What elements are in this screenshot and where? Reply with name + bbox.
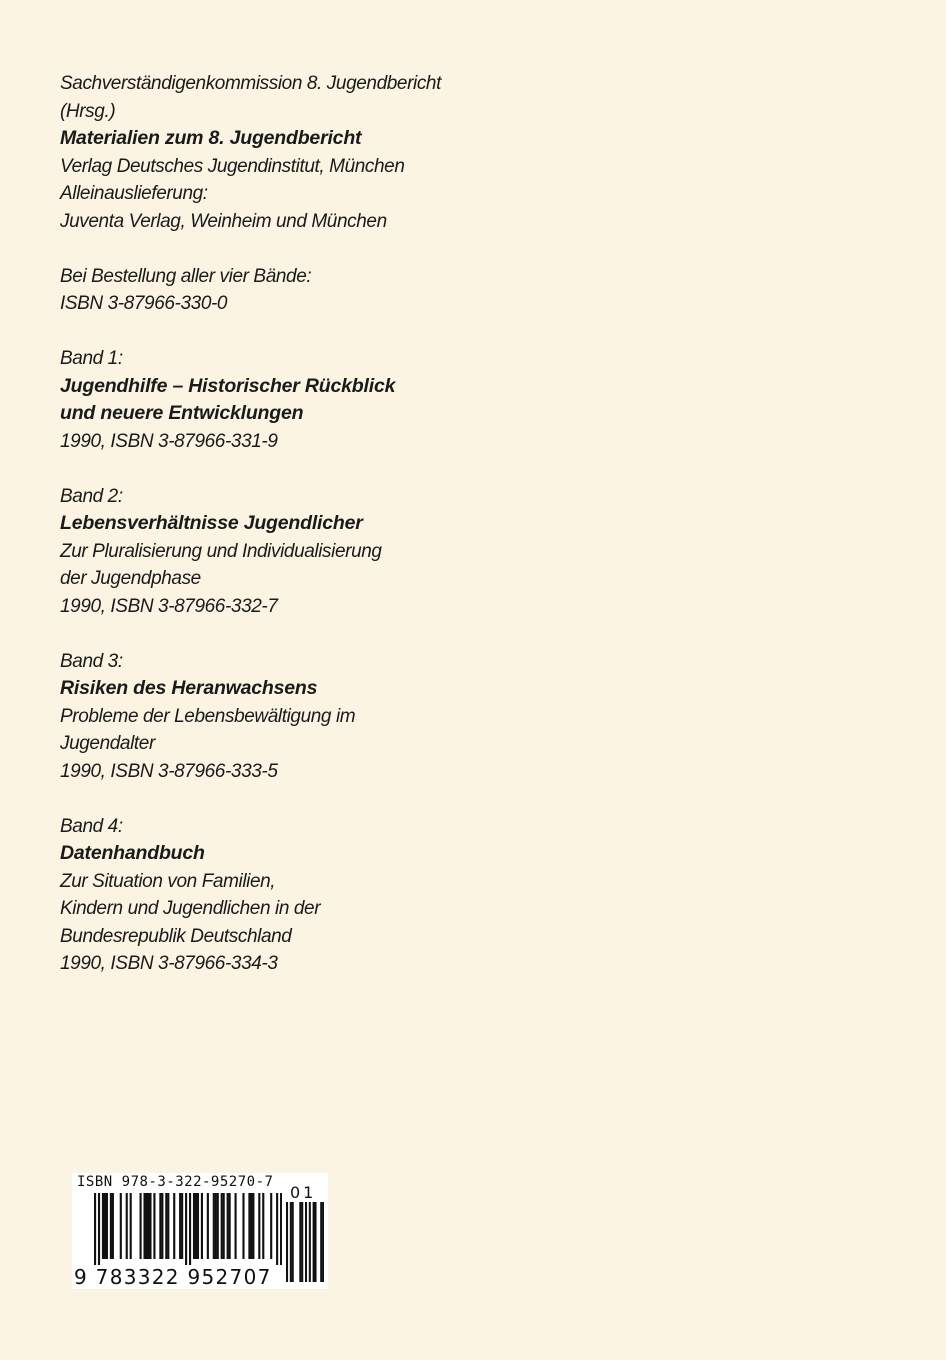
barcode-bar <box>102 1193 104 1259</box>
volume-title: Jugendhilfe – Historischer Rückblick <box>60 374 396 397</box>
barcode-bar <box>147 1193 149 1259</box>
volume-label: Band 3: <box>60 650 123 672</box>
barcode-bar <box>201 1193 203 1259</box>
barcode-bar <box>276 1193 278 1265</box>
barcode-bar <box>250 1193 252 1259</box>
barcode-bar <box>215 1193 217 1259</box>
barcode-bar <box>181 1193 183 1259</box>
barcode-bar <box>223 1193 225 1259</box>
barcode-bar <box>270 1193 272 1259</box>
volume-subtitle: Jugendalter <box>60 733 155 754</box>
barcode-addon-bars <box>286 1202 324 1282</box>
barcode-bar <box>221 1193 223 1259</box>
barcode-addon-bar <box>286 1202 288 1282</box>
publisher: Verlag Deutsches Jugendinstitut, München <box>60 155 405 177</box>
barcode-bar <box>130 1193 132 1259</box>
volume-subtitle: Bundesrepublik Deutschland <box>60 925 292 947</box>
barcode-bar <box>229 1193 231 1259</box>
back-cover-text <box>60 70 620 978</box>
barcode-bar <box>197 1193 199 1259</box>
barcode-bar <box>248 1193 250 1259</box>
barcode-digits: 9 783322 952707 <box>74 1265 272 1289</box>
barcode-bar <box>242 1193 244 1259</box>
barcode-addon-bar <box>299 1202 301 1282</box>
barcode-bar <box>213 1193 215 1259</box>
barcode-bar <box>161 1193 163 1259</box>
barcode-addon-bar <box>290 1202 292 1282</box>
barcode-bar <box>185 1193 187 1265</box>
volume-subtitle: Probleme der Lebensbewältigung im <box>60 705 356 727</box>
volume-title: und neuere Entwicklungen <box>60 402 304 424</box>
volume-title: Datenhandbuch <box>60 842 205 864</box>
barcode-bar <box>145 1193 147 1259</box>
distributor: Juventa Verlag, Weinheim und München <box>60 210 387 232</box>
barcode-bar <box>106 1193 108 1259</box>
volume-publication: 1990, ISBN 3-87966-334-3 <box>60 953 278 974</box>
volume-label: Band 4: <box>60 815 123 837</box>
barcode-bar <box>110 1193 112 1259</box>
barcode-addon-bar <box>322 1202 324 1282</box>
barcode-addon-bar <box>315 1202 317 1282</box>
barcode-addon-bar <box>309 1202 311 1282</box>
volume-subtitle: Kindern und Jugendlichen in der <box>60 898 321 919</box>
barcode-bar <box>120 1193 122 1259</box>
editor-role: (Hrsg.) <box>60 100 116 122</box>
volume-label: Band 2: <box>60 485 123 507</box>
barcode-bar <box>126 1193 128 1259</box>
barcode-bar <box>143 1193 145 1259</box>
volume-publication: 1990, ISBN 3-87966-333-5 <box>60 760 278 782</box>
volume-publication: 1990, ISBN 3-87966-331-9 <box>60 430 278 452</box>
barcode-bar <box>207 1193 209 1259</box>
barcode-addon-bar <box>292 1202 294 1282</box>
volume-label: Band 1: <box>60 348 123 369</box>
volume-publication: 1990, ISBN 3-87966-332-7 <box>60 595 278 617</box>
barcode-bar <box>193 1193 195 1259</box>
barcode-bar <box>195 1193 197 1259</box>
barcode-bar <box>159 1193 161 1259</box>
barcode-main-bars <box>94 1193 282 1265</box>
bundle-order-note: Bei Bestellung aller vier Bände: <box>60 265 312 287</box>
barcode-addon-bar <box>305 1202 307 1282</box>
series-title: Materialien zum 8. Jugendbericht <box>60 127 362 149</box>
volume-subtitle: Zur Pluralisierung und Individualisierung <box>60 540 382 562</box>
barcode-bar <box>258 1193 260 1259</box>
volume-title: Risiken des Heranwachsens <box>60 677 318 699</box>
barcode-bar <box>112 1193 114 1259</box>
barcode-bar <box>227 1193 229 1259</box>
barcode-bar <box>94 1193 96 1265</box>
barcode-isbn-text: ISBN 978-3-322-95270-7 <box>77 1174 274 1190</box>
volume-title: Lebensverhältnisse Jugendlicher <box>60 512 363 534</box>
barcode-addon-digits: 01 <box>290 1183 317 1202</box>
editor-line: Sachverständigenkommission 8. Jugendbericht <box>60 73 441 94</box>
barcode-bar <box>98 1193 100 1265</box>
barcode-bar <box>252 1193 254 1259</box>
barcode-bar <box>217 1193 219 1259</box>
barcode-addon-bar <box>301 1202 303 1282</box>
barcode <box>72 1173 328 1289</box>
barcode-bar <box>173 1193 175 1259</box>
barcode-bar <box>179 1193 181 1259</box>
barcode-bar <box>149 1193 151 1259</box>
barcode-addon-bar <box>320 1202 322 1282</box>
barcode-bar <box>153 1193 155 1259</box>
barcode-bar <box>167 1193 169 1259</box>
barcode-bar <box>140 1193 142 1259</box>
bundle-isbn: ISBN 3-87966-330-0 <box>60 293 228 314</box>
barcode-bar <box>104 1193 106 1259</box>
barcode-bar <box>262 1193 264 1259</box>
barcode-addon-bar <box>313 1202 315 1282</box>
barcode-bar <box>165 1193 167 1259</box>
barcode-bar <box>280 1193 282 1265</box>
barcode-bar <box>235 1193 237 1259</box>
barcode-bar <box>189 1193 191 1265</box>
volume-subtitle: Zur Situation von Familien, <box>60 870 276 892</box>
volume-subtitle: der Jugendphase <box>60 568 201 589</box>
volume-list <box>60 345 620 978</box>
distribution-label: Alleinauslieferung: <box>60 183 208 204</box>
